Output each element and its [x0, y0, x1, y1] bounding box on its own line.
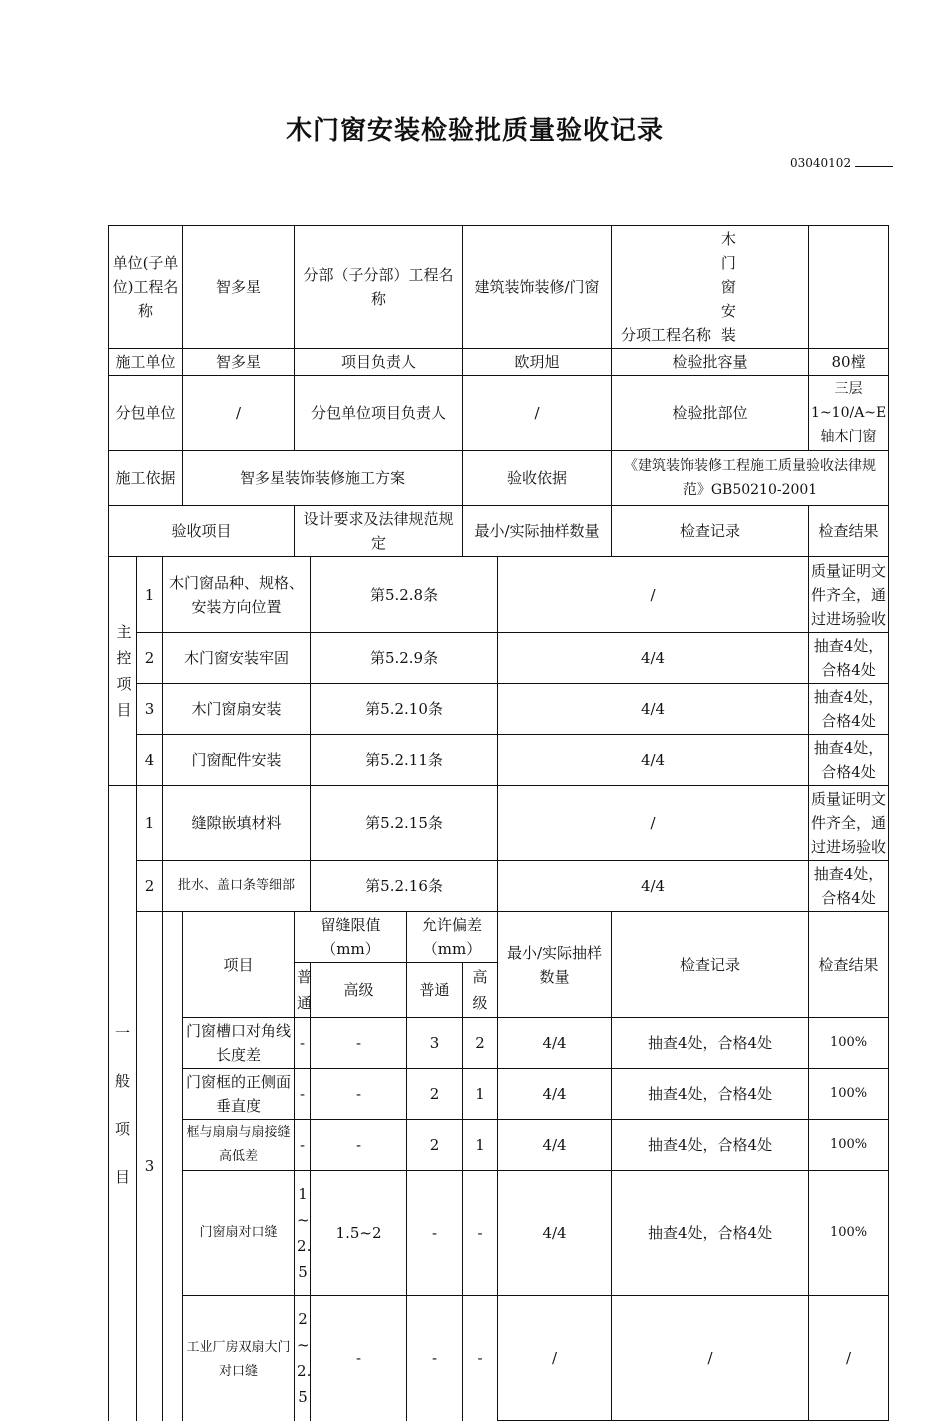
sub-row-3-tol-normal: 2 [407, 1120, 463, 1171]
sub-row-4-sample: 4/4 [498, 1171, 612, 1296]
sub-row-4-tol-high: - [463, 1171, 498, 1296]
main-row-2-clause: 第5.2.9条 [311, 633, 498, 684]
main-row-2-no: 2 [137, 633, 163, 684]
main-row-2-sample: 4/4 [498, 633, 809, 684]
sub-row-4-result: 100% [809, 1171, 889, 1296]
sub-row-2-tol-high: 1 [463, 1069, 498, 1120]
sub-row-2-gap-high: - [311, 1069, 407, 1120]
sub-tol-high: 高级 [463, 963, 498, 1018]
sub-row-3-sample: 4/4 [498, 1120, 612, 1171]
sub-col-result: 检查结果 [809, 912, 889, 1018]
sub-col-sample: 最小/实际抽样数量 [498, 912, 612, 1018]
sub-row-3-gap-high: - [311, 1120, 407, 1171]
sub-gap-high: 高级 [311, 963, 407, 1018]
sub-row-4-gap-high: 1.5~2 [311, 1171, 407, 1296]
contractor-label: 施工单位 [109, 349, 183, 376]
document-number-value: 03040102 [790, 156, 852, 170]
item-value-cell [809, 226, 889, 349]
general-group-label [109, 786, 137, 1421]
accept-basis-label: 验收依据 [463, 451, 612, 506]
main-row-4-clause: 第5.2.11条 [311, 735, 498, 786]
col-item: 验收项目 [109, 506, 295, 557]
general-row-2-clause: 第5.2.16条 [311, 861, 498, 912]
sub-row-3-gap-normal: - [295, 1120, 311, 1171]
sub-row-5-record: / [612, 1296, 809, 1421]
sub-row-5-tol-normal: - [407, 1296, 463, 1421]
main-row-3 [109, 684, 889, 735]
main-row-2-record: 抽查4处，合格4处 [809, 633, 889, 684]
sub-row-2 [109, 1069, 889, 1120]
general-row-2 [109, 861, 889, 912]
main-row-4 [109, 735, 889, 786]
col-sample: 最小/实际抽样数量 [463, 506, 612, 557]
general-row-2-name: 批水、盖口条等细部 [163, 861, 311, 912]
general-row-1-no: 1 [137, 786, 163, 861]
main-row-2 [109, 633, 889, 684]
sub-row-4-gap-normal: 1~2.5 [295, 1171, 311, 1296]
sub-row-3-tol-high: 1 [463, 1120, 498, 1171]
sub-row-4-name: 门窗扇对口缝 [183, 1171, 295, 1296]
sub-row-2-tol-normal: 2 [407, 1069, 463, 1120]
sub-label: 分包单位 [109, 376, 183, 451]
capacity-label: 检验批容量 [612, 349, 809, 376]
column-header-row [109, 506, 889, 557]
sub-spacer-col [163, 912, 183, 1421]
sub-tol-normal: 普通 [407, 963, 463, 1018]
sub-row-5 [109, 1296, 889, 1421]
document-number-blank [855, 156, 893, 167]
header-row-basis [109, 451, 889, 506]
general-row-1-clause: 第5.2.15条 [311, 786, 498, 861]
sub-pm-value: / [463, 376, 612, 451]
location-label: 检验批部位 [612, 376, 809, 451]
sub-row-2-record: 抽查4处，合格4处 [612, 1069, 809, 1120]
sub-header-row-1 [109, 912, 889, 963]
sub-row-3-result: 100% [809, 1120, 889, 1171]
general-row-1 [109, 786, 889, 861]
general-label-2: 般 [114, 1071, 130, 1090]
sub-row-5-gap-high: - [311, 1296, 407, 1421]
sub-row-4 [109, 1171, 889, 1296]
sub-col-item: 项目 [183, 912, 295, 1018]
contractor-value: 智多星 [183, 349, 295, 376]
sub-row-4-record: 抽查4处，合格4处 [612, 1171, 809, 1296]
main-row-1-record: 质量证明文件齐全，通过进场验收 [809, 557, 889, 633]
main-row-4-name: 门窗配件安装 [163, 735, 311, 786]
main-row-2-name: 木门窗安装牢固 [163, 633, 311, 684]
sub-col-record: 检查记录 [612, 912, 809, 1018]
unit-value: 智多星 [183, 226, 295, 349]
item-label: 分项工程名称 [621, 326, 712, 344]
main-row-3-no: 3 [137, 684, 163, 735]
basis-value: 智多星装饰装修施工方案 [183, 451, 463, 506]
basis-label: 施工依据 [109, 451, 183, 506]
sub-row-1-gap-high: - [311, 1018, 407, 1069]
general-row-2-sample: 4/4 [498, 861, 809, 912]
sub-row-1-name: 门窗槽口对角线长度差 [183, 1018, 295, 1069]
general-label-3: 项 [114, 1119, 130, 1138]
capacity-value: 80樘 [809, 349, 889, 376]
general-row-3-no: 3 [137, 912, 163, 1421]
main-row-3-name: 木门窗扇安装 [163, 684, 311, 735]
main-row-3-clause: 第5.2.10条 [311, 684, 498, 735]
header-row-unit [109, 226, 889, 349]
sub-row-3-name: 框与扇扇与扇接缝高低差 [183, 1120, 295, 1171]
sub-row-2-name: 门窗框的正侧面垂直度 [183, 1069, 295, 1120]
location-value: 三层1~10/A~E轴木门窗 [809, 376, 889, 451]
sub-row-1-result: 100% [809, 1018, 889, 1069]
sub-row-4-tol-normal: - [407, 1171, 463, 1296]
main-row-1-no: 1 [137, 557, 163, 633]
main-row-4-sample: 4/4 [498, 735, 809, 786]
document-number [790, 156, 893, 170]
sub-row-1-gap-normal: - [295, 1018, 311, 1069]
main-row-4-no: 4 [137, 735, 163, 786]
sub-row-3-record: 抽查4处，合格4处 [612, 1120, 809, 1171]
general-label-1: 一 [114, 1023, 130, 1042]
header-row-sub [109, 376, 889, 451]
sub-pm-label: 分包单位项目负责人 [295, 376, 463, 451]
main-row-3-record: 抽查4处，合格4处 [809, 684, 889, 735]
unit-label: 单位(子单位)工程名称 [109, 226, 183, 349]
sub-col-tol: 允许偏差（mm） [407, 912, 498, 963]
main-row-1-name: 木门窗品种、规格、安装方向位置 [163, 557, 311, 633]
sub-row-1-sample: 4/4 [498, 1018, 612, 1069]
pm-label: 项目负责人 [295, 349, 463, 376]
sub-col-gap: 留缝限值（mm） [295, 912, 407, 963]
main-row-1 [109, 557, 889, 633]
general-row-2-record: 抽查4处，合格4处 [809, 861, 889, 912]
header-split-cell: 分项工程名称 木门窗安装 [612, 226, 809, 349]
sub-row-5-result: / [809, 1296, 889, 1421]
sub-row-5-sample: / [498, 1296, 612, 1421]
main-group-label: 主控项目 [109, 557, 137, 786]
sub-row-1 [109, 1018, 889, 1069]
pm-value: 欧玥旭 [463, 349, 612, 376]
page-title: 木门窗安装检验批质量验收记录 [285, 116, 664, 146]
main-row-1-sample: / [498, 557, 809, 633]
sub-row-2-result: 100% [809, 1069, 889, 1120]
general-label-4: 目 [114, 1167, 130, 1186]
main-row-3-sample: 4/4 [498, 684, 809, 735]
col-result: 检查结果 [809, 506, 889, 557]
col-record: 检查记录 [612, 506, 809, 557]
general-row-1-record: 质量证明文件齐全，通过进场验收 [809, 786, 889, 861]
sub-row-2-sample: 4/4 [498, 1069, 612, 1120]
division-value: 建筑装饰装修/门窗 [463, 226, 612, 349]
sub-row-3 [109, 1120, 889, 1171]
col-design: 设计要求及法律规范规定 [295, 506, 463, 557]
sub-row-5-tol-high: - [463, 1296, 498, 1421]
general-row-1-sample: / [498, 786, 809, 861]
main-row-1-clause: 第5.2.8条 [311, 557, 498, 633]
sub-row-1-record: 抽查4处，合格4处 [612, 1018, 809, 1069]
sub-gap-normal: 普通 [295, 963, 311, 1018]
sub-row-5-gap-normal: 2~2.5 [295, 1296, 311, 1421]
general-row-1-name: 缝隙嵌填材料 [163, 786, 311, 861]
sub-row-5-name: 工业厂房双扇大门对口缝 [183, 1296, 295, 1421]
general-row-2-no: 2 [137, 861, 163, 912]
main-row-4-record: 抽查4处，合格4处 [809, 735, 889, 786]
sub-value: / [183, 376, 295, 451]
sub-row-2-gap-normal: - [295, 1069, 311, 1120]
sub-row-1-tol-normal: 3 [407, 1018, 463, 1069]
accept-basis-value: 《建筑装饰装修工程施工质量验收法律规范》GB50210-2001 [612, 451, 889, 506]
header-row-contractor [109, 349, 889, 376]
division-label: 分部（子分部）工程名称 [295, 226, 463, 349]
inspection-table [108, 225, 889, 1421]
sub-row-1-tol-high: 2 [463, 1018, 498, 1069]
